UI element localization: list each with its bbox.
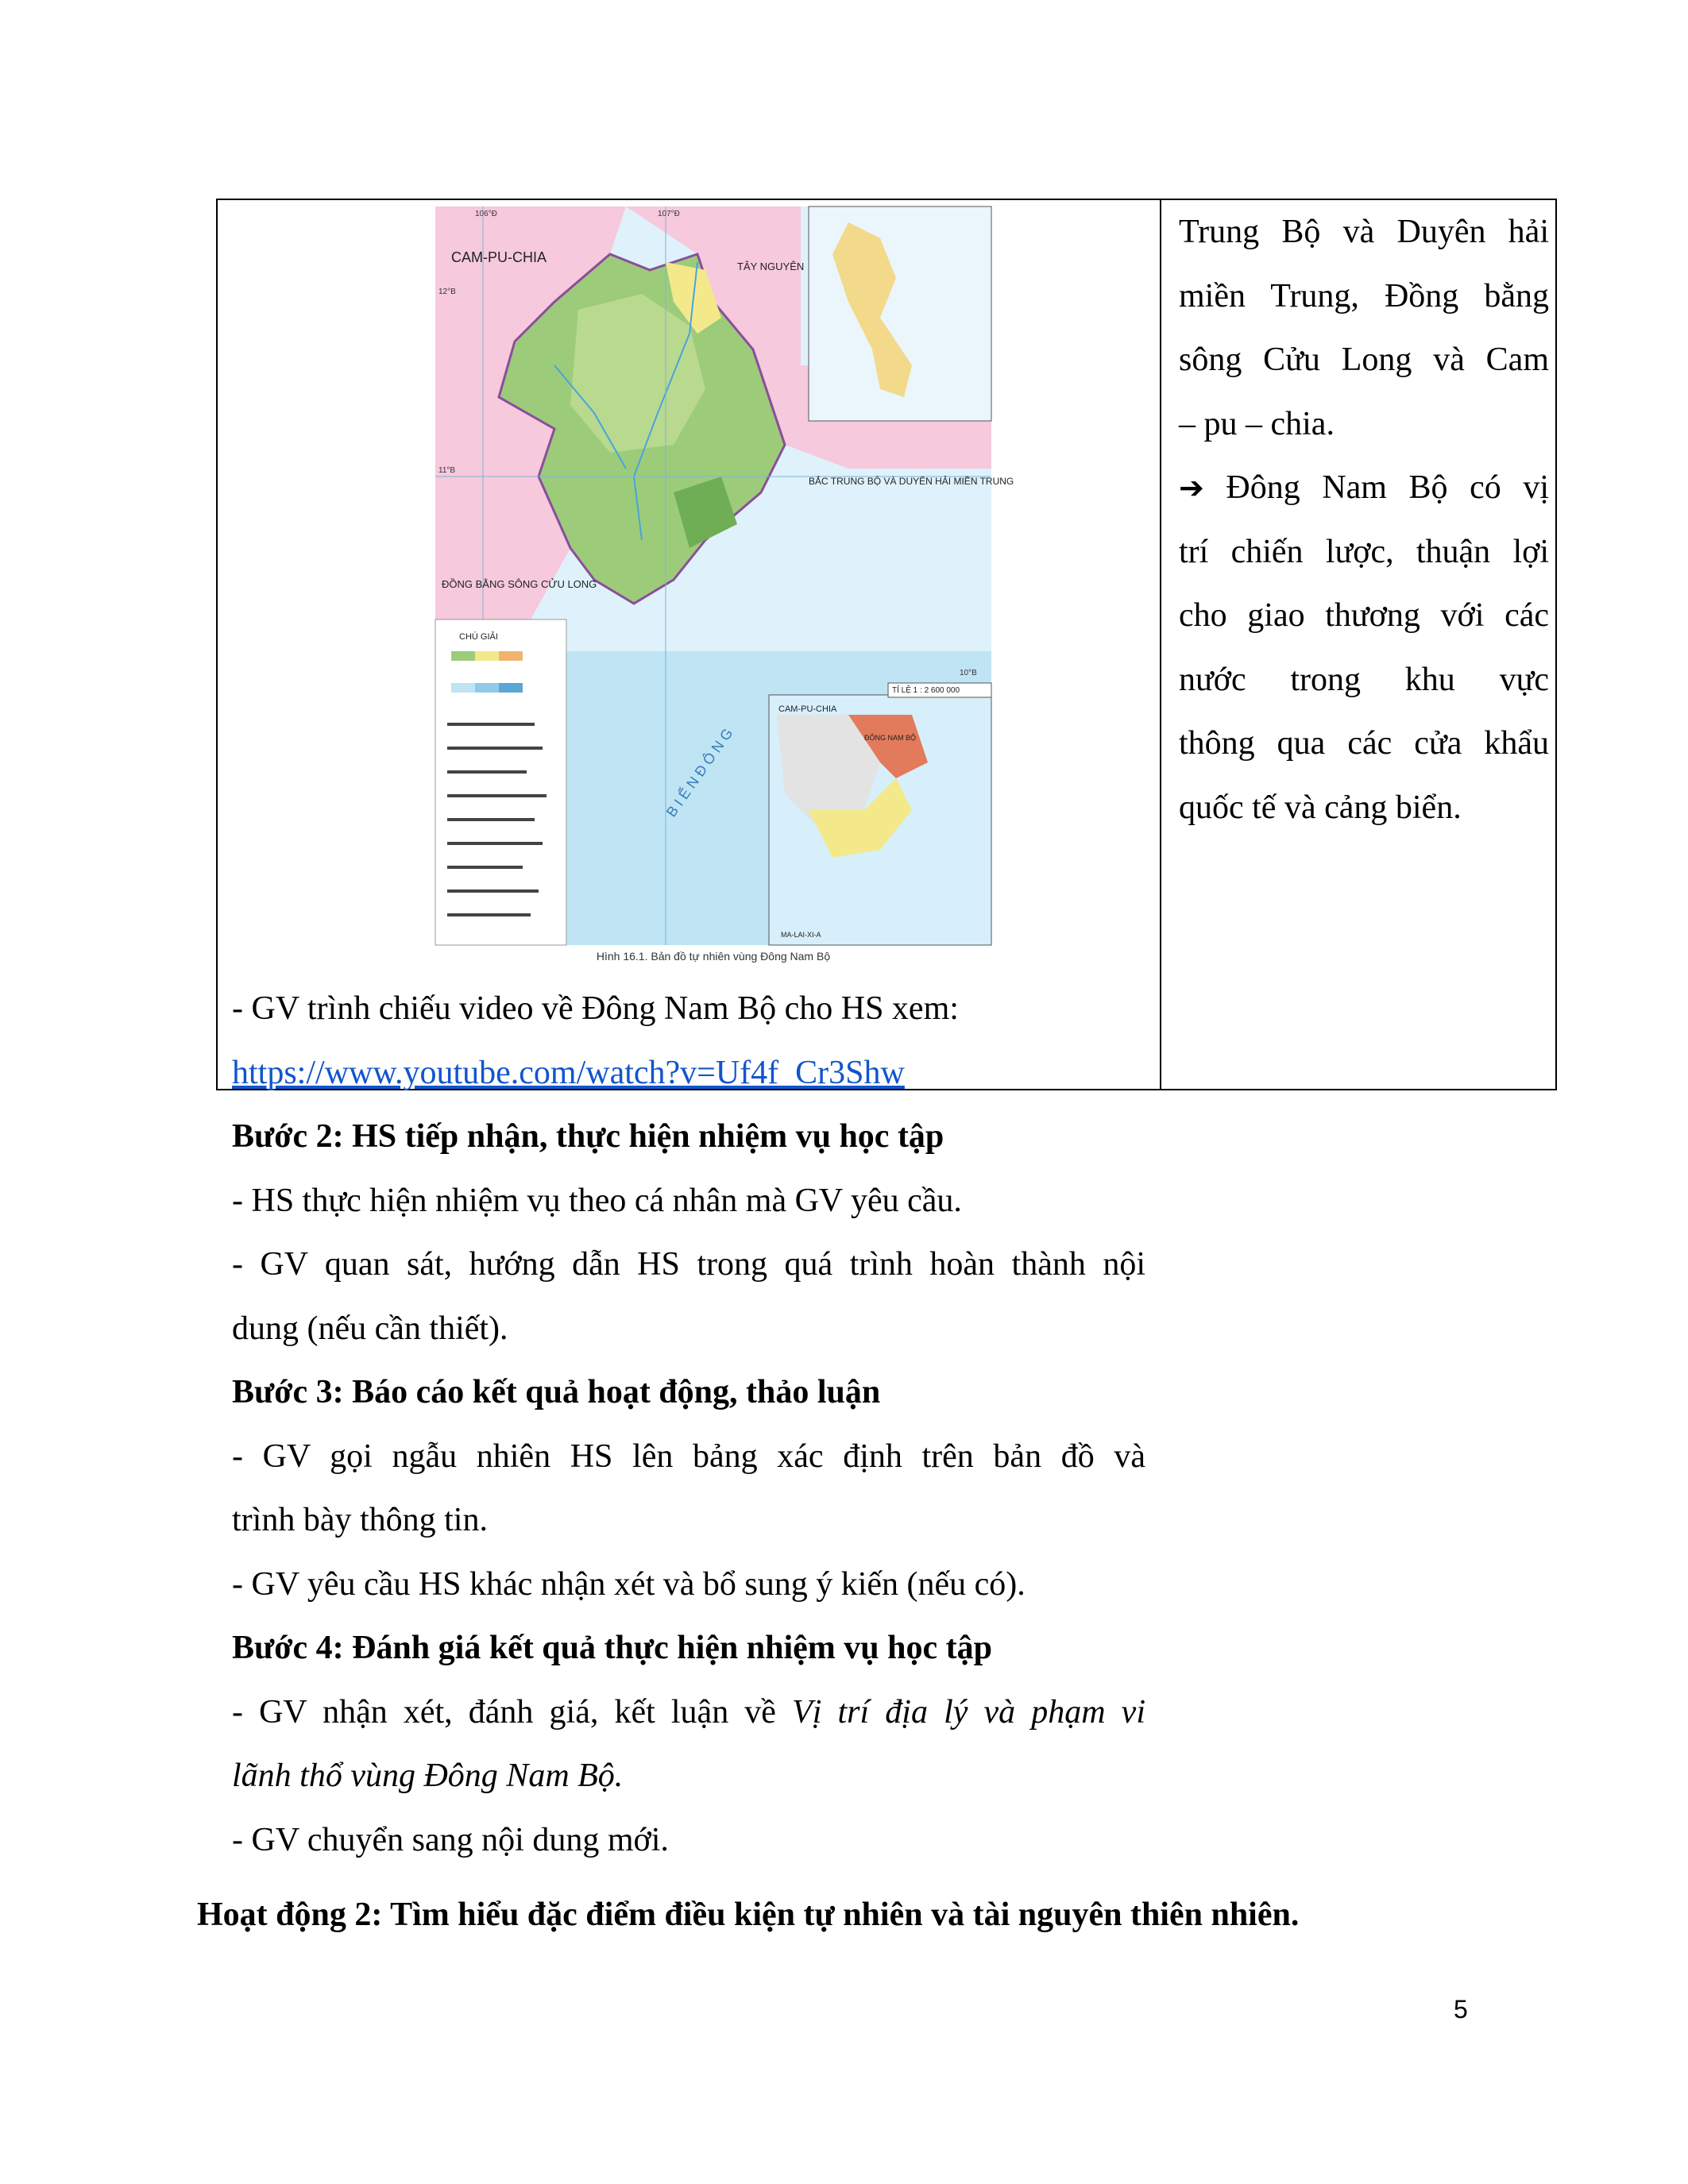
step-4-line-1: - GV nhận xét, đánh giá, kết luận về Vị trí địa lý và phạm vi (232, 1693, 1145, 1731)
svg-text:107°Đ: 107°Đ (658, 210, 680, 218)
svg-text:ĐÔNG NAM BỘ: ĐÔNG NAM BỘ (864, 734, 917, 742)
column-divider (1160, 200, 1161, 1089)
step-3-line-1: - GV gọi ngẫu nhiên HS lên bảng xác định trên bản đồ và (232, 1437, 1145, 1475)
conclusion-line-2: miền Trung, Đồng bằng (1179, 277, 1549, 314)
svg-text:TÂY NGUYÊN: TÂY NGUYÊN (737, 260, 805, 272)
lesson-table (216, 199, 1557, 1858)
svg-text:10°B: 10°B (960, 669, 977, 677)
activity-2-heading: Hoạt động 2: Tìm hiểu đặc điểm điều kiện tự nhiên và tài nguyên thiên nhiên. (197, 1897, 1300, 1933)
conclusion-line-1: Trung Bộ và Duyên hải (1179, 214, 1549, 250)
region-map-figure (435, 206, 1014, 965)
svg-text:12°B: 12°B (438, 287, 456, 296)
step-2-line-3: dung (nếu cần thiết). (232, 1310, 508, 1347)
arrow-right-icon: ➔ (1179, 470, 1204, 505)
svg-text:MA-LAI-XI-A: MA-LAI-XI-A (781, 931, 821, 939)
left-text-block (232, 977, 1145, 1872)
conclusion-line-4: – pu – chia. (1179, 405, 1335, 442)
svg-text:B I Ể N Đ Ô N G: B I Ể N Đ Ô N G (662, 725, 736, 820)
region-map (435, 206, 1014, 945)
conclusion-line-9: thông qua các cửa khẩu (1179, 725, 1549, 762)
page-number: 5 (1454, 1995, 1468, 2024)
svg-text:CAM-PU-CHIA: CAM-PU-CHIA (778, 704, 837, 714)
video-link[interactable]: https://www.youtube.com/watch?v=Uf4f_Cr3Shw (232, 1054, 905, 1091)
step-4-line-2: lãnh thổ vùng Đông Nam Bộ. (232, 1758, 624, 1794)
step-3-heading: Bước 3: Báo cáo kết quả hoạt động, thảo luận (232, 1374, 881, 1410)
conclusion-line-3: sông Cửu Long và Cam (1179, 341, 1549, 378)
svg-text:CAM-PU-CHIA: CAM-PU-CHIA (451, 249, 547, 265)
step-4-heading: Bước 4: Đánh giá kết quả thực hiện nhiệm vụ học tập (232, 1630, 992, 1666)
conclusion-line-7: cho giao thương với các (1179, 597, 1549, 634)
svg-text:CHÚ GIẢI: CHÚ GIẢI (459, 632, 498, 642)
svg-text:BẮC TRUNG BỘ VÀ DUYÊN HẢI MIỀN: BẮC TRUNG BỘ VÀ DUYÊN HẢI MIỀN TRUNG (809, 476, 1014, 487)
svg-text:ĐỒNG BẰNG SÔNG CỬU LONG: ĐỒNG BẰNG SÔNG CỬU LONG (442, 578, 597, 590)
step-3-line-2: trình bày thông tin. (232, 1502, 488, 1538)
right-column (1179, 200, 1549, 839)
video-instruction: - GV trình chiếu video về Đông Nam Bộ cho HS xem: (232, 990, 959, 1027)
svg-text:11°B: 11°B (438, 466, 456, 475)
conclusion-line-5: ➔ Đông Nam Bộ có vị (1179, 469, 1550, 506)
step-4-italic-topic: Vị trí địa lý và phạm vi (792, 1693, 1145, 1731)
conclusion-line-8: nước trong khu vực (1179, 661, 1549, 698)
step-4-line-3: - GV chuyển sang nội dung mới. (232, 1821, 669, 1858)
step-3-line-3: - GV yêu cầu HS khác nhận xét và bổ sung ý kiến (nếu có). (232, 1565, 1026, 1603)
svg-text:106°Đ: 106°Đ (475, 210, 497, 218)
step-2-heading: Bước 2: HS tiếp nhận, thực hiện nhiệm vụ học tập (232, 1118, 944, 1155)
step-2-line-1: - HS thực hiện nhiệm vụ theo cá nhân mà GV yêu cầu. (232, 1182, 962, 1219)
svg-text:TỈ LỆ 1 : 2 600 000: TỈ LỆ 1 : 2 600 000 (892, 686, 960, 695)
conclusion-line-6: trí chiến lược, thuận lợi (1179, 533, 1549, 570)
step-2-line-2: - GV quan sát, hướng dẫn HS trong quá trình hoàn thành nội (232, 1246, 1145, 1283)
conclusion-line-10: quốc tế và cảng biển. (1179, 789, 1462, 826)
map-caption: Hình 16.1. Bản đồ tự nhiên vùng Đông Nam Bộ (596, 950, 831, 963)
